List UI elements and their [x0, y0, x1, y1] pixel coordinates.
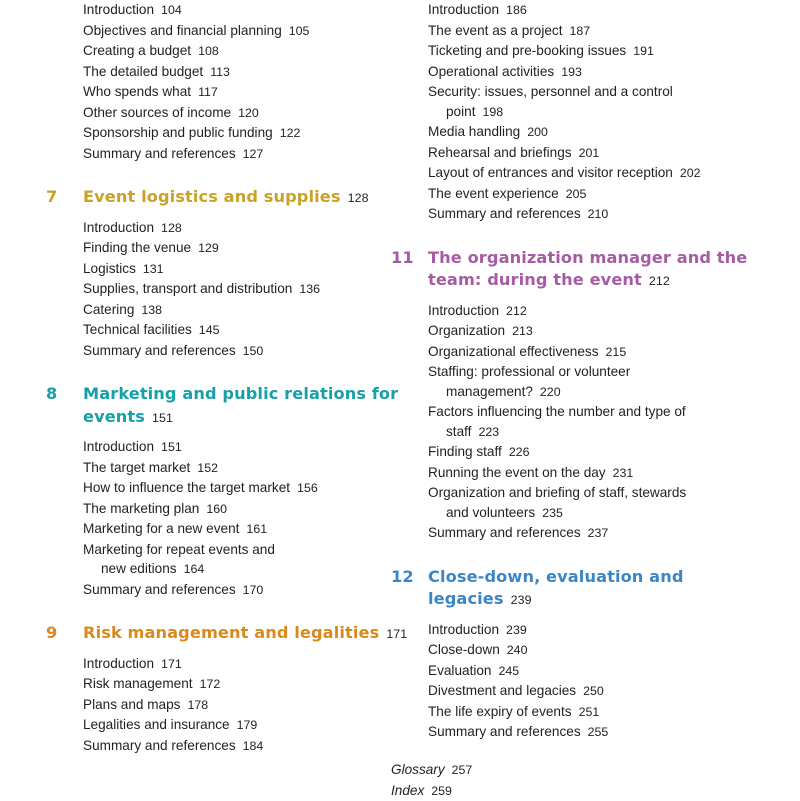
entry-title: Summary and references [428, 206, 581, 221]
toc-entry [46, 654, 386, 675]
entry-page-number: 178 [187, 698, 208, 712]
toc-entry [46, 437, 386, 458]
toc-entry [391, 82, 791, 122]
entry-page-number: 120 [238, 106, 259, 120]
toc-entry [391, 301, 791, 322]
chapter-entries [46, 437, 386, 600]
toc-entry [391, 122, 791, 143]
toc-entry [46, 674, 386, 695]
entry-title: The marketing plan [83, 501, 199, 516]
chapter-6-entries [46, 0, 386, 164]
toc-entry [391, 483, 791, 523]
entry-title: The event experience [428, 186, 559, 201]
chapter-heading [46, 383, 386, 429]
toc-entry [46, 0, 386, 21]
toc-entry [391, 661, 791, 682]
entry-title-line2: staff [446, 424, 471, 439]
toc-entry [391, 143, 791, 164]
entry-title: Factors influencing the number and type of [428, 404, 686, 419]
entry-title: The event as a project [428, 23, 563, 38]
entry-page-number: 202 [680, 166, 701, 180]
entry-page-number: 104 [161, 3, 182, 17]
toc-entry [46, 218, 386, 239]
chapter-title-line1: Risk management and legalities [83, 623, 379, 642]
chapter-heading [391, 247, 791, 293]
chapter-number: 11 [391, 247, 428, 270]
toc-entry [46, 103, 386, 124]
chapter-heading [46, 186, 386, 210]
entry-title: Summary and references [428, 724, 581, 739]
toc-entry [46, 341, 386, 362]
toc-entry [46, 478, 386, 499]
right-chapters [391, 247, 791, 743]
toc-entry [391, 163, 791, 184]
entry-title: Media handling [428, 124, 520, 139]
chapter-title-line1: Event logistics and supplies [83, 187, 341, 206]
entry-title-line2: point [446, 104, 475, 119]
toc-entry [391, 640, 791, 661]
entry-title: Creating a budget [83, 43, 191, 58]
chapter-entries [391, 301, 791, 544]
back-matter-entry [391, 781, 472, 801]
entry-title: The detailed budget [83, 64, 203, 79]
entry-title-line2: management? [446, 384, 533, 399]
toc-entry [391, 402, 791, 442]
toc-entry [46, 499, 386, 520]
entry-title: Summary and references [428, 525, 581, 540]
toc-entry [46, 519, 386, 540]
entry-page-number: 156 [297, 481, 318, 495]
back-matter-title: Index [391, 783, 424, 798]
entry-title: Introduction [428, 2, 499, 17]
chapter-8 [46, 383, 386, 600]
entry-title: Summary and references [83, 582, 236, 597]
entry-page-number: 138 [141, 303, 162, 317]
toc-entry [46, 695, 386, 716]
entry-title: Running the event on the day [428, 465, 606, 480]
entry-page-number: 231 [613, 466, 634, 480]
entry-page-number: 187 [570, 24, 591, 38]
entry-title: Operational activities [428, 64, 554, 79]
entry-page-number: 239 [506, 623, 527, 637]
entry-page-number: 200 [527, 125, 548, 139]
toc-entry [46, 238, 386, 259]
entry-title: Security: issues, personnel and a control [428, 84, 673, 99]
entry-title: Introduction [83, 220, 154, 235]
chapter-9 [46, 622, 386, 756]
entry-title: Plans and maps [83, 697, 180, 712]
entry-page-number: 171 [161, 657, 182, 671]
entry-title: Organization and briefing of staff, stewards [428, 485, 686, 500]
chapter-title [83, 622, 407, 646]
entry-title: The life expiry of events [428, 704, 572, 719]
entry-page-number: 172 [200, 677, 221, 691]
toc-entry [391, 681, 791, 702]
entry-page-number: 240 [507, 643, 528, 657]
entry-title: The target market [83, 460, 190, 475]
chapter-page-number: 128 [348, 191, 369, 205]
toc-right-column [391, 0, 791, 743]
toc-entry [46, 62, 386, 83]
entry-title: Introduction [83, 656, 154, 671]
chapter-entries [46, 654, 386, 757]
entry-page-number: 191 [633, 44, 654, 58]
entry-title: Catering [83, 302, 134, 317]
entry-title: Marketing for a new event [83, 521, 239, 536]
entry-page-number: 215 [606, 345, 627, 359]
chapter-heading [46, 622, 386, 646]
chapter-entries [391, 620, 791, 743]
back-matter [391, 760, 472, 801]
entry-page-number: 237 [588, 526, 609, 540]
entry-title: Introduction [83, 2, 154, 17]
entry-title: Summary and references [83, 738, 236, 753]
toc-entry [46, 300, 386, 321]
back-matter-entry [391, 760, 472, 781]
entry-title: Layout of entrances and visitor reception [428, 165, 673, 180]
toc-entry [46, 540, 386, 580]
entry-title: Finding staff [428, 444, 502, 459]
chapter-page-number: 212 [649, 274, 670, 288]
entry-page-number: 212 [506, 304, 527, 318]
back-matter-page: 259 [431, 784, 452, 798]
entry-page-number: 164 [184, 562, 205, 576]
entry-page-number: 186 [506, 3, 527, 17]
entry-title-continued [83, 559, 386, 580]
toc-entry [391, 321, 791, 342]
entry-page-number: 105 [289, 24, 310, 38]
toc-left-column [46, 0, 386, 756]
entry-page-number: 161 [246, 522, 267, 536]
chapter-number: 12 [391, 566, 428, 589]
entry-title: Organizational effectiveness [428, 344, 599, 359]
toc-entry [391, 702, 791, 723]
chapter-heading [391, 566, 791, 612]
entry-title: Objectives and financial planning [83, 23, 282, 38]
toc-entry [46, 123, 386, 144]
chapter-title-line2: legacies [428, 589, 504, 608]
toc-entry [391, 463, 791, 484]
entry-page-number: 251 [579, 705, 600, 719]
entry-title: Staffing: professional or volunteer [428, 364, 630, 379]
entry-page-number: 108 [198, 44, 219, 58]
entry-title: Organization [428, 323, 505, 338]
toc-entry [391, 21, 791, 42]
toc-entry [391, 41, 791, 62]
entry-title: Evaluation [428, 663, 491, 678]
chapter-11 [391, 247, 791, 544]
entry-page-number: 213 [512, 324, 533, 338]
entry-page-number: 201 [579, 146, 600, 160]
entry-page-number: 198 [482, 105, 503, 119]
entry-title-continued [428, 102, 791, 123]
toc-entry [46, 320, 386, 341]
toc-entry [46, 279, 386, 300]
entry-title-line2: and volunteers [446, 505, 535, 520]
entry-page-number: 223 [478, 425, 499, 439]
entry-page-number: 235 [542, 506, 563, 520]
entry-title: Who spends what [83, 84, 191, 99]
chapter-title-line1: Marketing and public relations for [83, 384, 398, 403]
entry-page-number: 117 [198, 85, 218, 99]
entry-page-number: 160 [206, 502, 227, 516]
chapter-title [428, 566, 684, 612]
chapter-title [83, 383, 398, 429]
entry-title-continued [428, 503, 791, 524]
entry-page-number: 131 [143, 262, 164, 276]
chapter-12 [391, 566, 791, 743]
entry-title: Summary and references [83, 343, 236, 358]
entry-title: Introduction [83, 439, 154, 454]
entry-title: Summary and references [83, 146, 236, 161]
chapter-number: 9 [46, 622, 83, 645]
toc-entry [391, 342, 791, 363]
entry-title-continued [428, 422, 791, 443]
entry-page-number: 255 [588, 725, 609, 739]
entry-title: Supplies, transport and distribution [83, 281, 292, 296]
toc-entry [391, 722, 791, 743]
entry-page-number: 250 [583, 684, 604, 698]
entry-page-number: 226 [509, 445, 530, 459]
toc-entry [46, 715, 386, 736]
entry-title: Sponsorship and public funding [83, 125, 273, 140]
chapter-7 [46, 186, 386, 361]
entry-title: Divestment and legacies [428, 683, 576, 698]
toc-entry [391, 204, 791, 225]
chapter-10-entries [391, 0, 791, 225]
entry-page-number: 220 [540, 385, 561, 399]
entry-page-number: 150 [243, 344, 264, 358]
toc-entry [391, 523, 791, 544]
chapter-page-number: 171 [386, 627, 407, 641]
chapter-title-line1: The organization manager and the [428, 248, 747, 267]
toc-entry [46, 259, 386, 280]
chapter-title-line2: events [83, 407, 145, 426]
back-matter-page: 257 [452, 763, 473, 777]
chapter-title-line1: Close-down, evaluation and [428, 567, 684, 586]
back-matter-title: Glossary [391, 762, 445, 777]
toc-entry [391, 184, 791, 205]
toc-entry [391, 62, 791, 83]
entry-page-number: 152 [197, 461, 218, 475]
toc-entry [46, 736, 386, 757]
entry-title: Introduction [428, 622, 499, 637]
entry-page-number: 128 [161, 221, 182, 235]
entry-title: How to influence the target market [83, 480, 290, 495]
chapter-number: 7 [46, 186, 83, 209]
entry-title-line2: new editions [101, 561, 177, 576]
entry-title-continued [428, 382, 791, 403]
toc-entry [391, 0, 791, 21]
entry-page-number: 122 [280, 126, 301, 140]
entry-page-number: 136 [299, 282, 320, 296]
entry-title: Marketing for repeat events and [83, 542, 275, 557]
chapter-page-number: 151 [152, 411, 173, 425]
toc-entry [46, 82, 386, 103]
chapter-entries [46, 218, 386, 362]
chapter-title [83, 186, 369, 210]
entry-title: Technical facilities [83, 322, 192, 337]
toc-entry [46, 41, 386, 62]
toc-entry [46, 144, 386, 165]
entry-page-number: 245 [498, 664, 519, 678]
entry-page-number: 184 [243, 739, 264, 753]
entry-title: Rehearsal and briefings [428, 145, 572, 160]
entry-title: Other sources of income [83, 105, 231, 120]
entry-page-number: 151 [161, 440, 182, 454]
chapter-page-number: 239 [511, 593, 532, 607]
entry-page-number: 193 [561, 65, 582, 79]
toc-entry [46, 458, 386, 479]
left-chapters [46, 186, 386, 756]
entry-page-number: 179 [237, 718, 258, 732]
entry-page-number: 129 [198, 241, 219, 255]
chapter-title-line2: team: during the event [428, 270, 642, 289]
toc-entry [391, 442, 791, 463]
entry-page-number: 127 [243, 147, 264, 161]
toc-entry [46, 580, 386, 601]
chapter-title [428, 247, 747, 293]
entry-page-number: 113 [210, 65, 230, 79]
toc-entry [391, 362, 791, 402]
entry-title: Ticketing and pre-booking issues [428, 43, 626, 58]
chapter-number: 8 [46, 383, 83, 406]
toc-entry [46, 21, 386, 42]
entry-title: Logistics [83, 261, 136, 276]
entry-page-number: 145 [199, 323, 220, 337]
entry-page-number: 210 [588, 207, 609, 221]
entry-title: Introduction [428, 303, 499, 318]
entry-page-number: 205 [566, 187, 587, 201]
entry-title: Close-down [428, 642, 500, 657]
entry-page-number: 170 [243, 583, 264, 597]
entry-title: Risk management [83, 676, 193, 691]
entry-title: Legalities and insurance [83, 717, 230, 732]
entry-title: Finding the venue [83, 240, 191, 255]
toc-entry [391, 620, 791, 641]
